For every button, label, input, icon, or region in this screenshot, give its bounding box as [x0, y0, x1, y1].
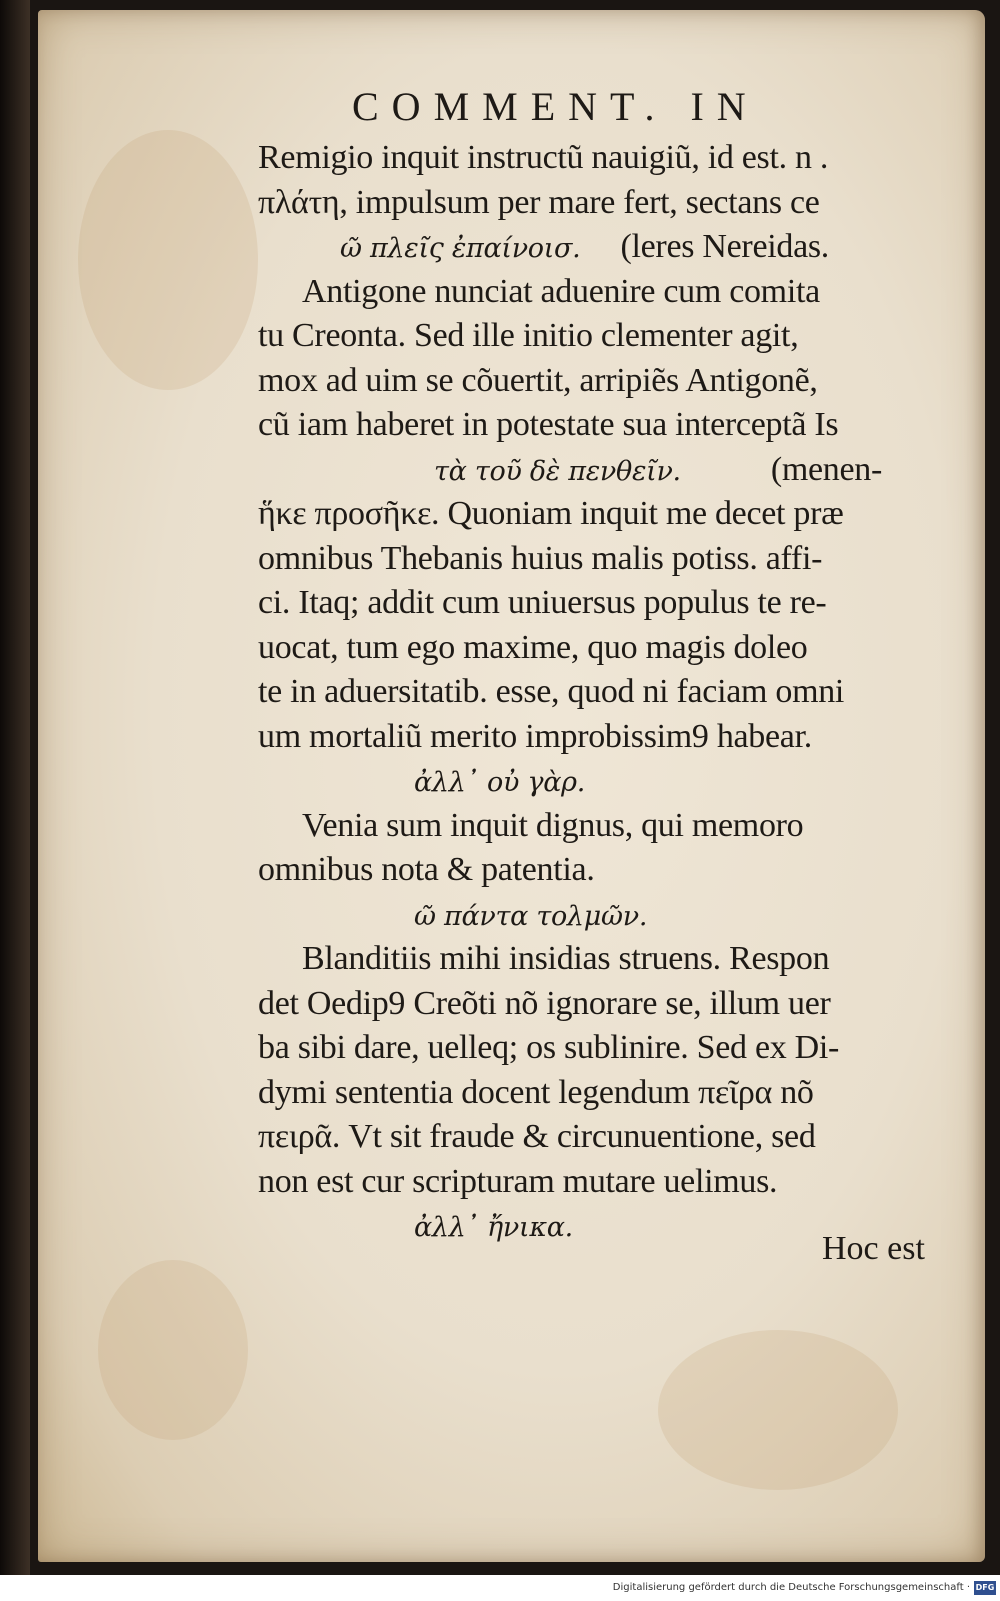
text-line: ἥκε προσῆκε. Quoniam inquit me decet præ	[258, 495, 844, 532]
text-line: πλάτη, impulsum per mare fert, sectans ce	[258, 183, 820, 221]
line-remainder: (menen-	[770, 450, 883, 488]
paper-stain	[78, 130, 258, 390]
text-line: um mortaliũ merito improbissim9 habear.	[258, 717, 812, 755]
text-line: te in aduersitatib. esse, quod ni faciam omni	[258, 673, 845, 710]
text-line	[258, 893, 948, 938]
greek-phrase: ῶ πάντα τολμῶν.	[414, 900, 648, 932]
text-line: Venia sum inquit dignus, qui memoro	[302, 806, 804, 844]
funding-credit: Digitalisierung gefördert durch die Deutsche Forschungsgemeinschaft ·	[612, 1582, 970, 1593]
running-head: COMMENT. IN	[352, 84, 759, 129]
text-line	[258, 225, 948, 270]
text-line: det Oedip9 Creõti nõ ignorare se, illum uer	[258, 984, 831, 1022]
page-text-block	[258, 78, 948, 1249]
text-line	[258, 448, 948, 493]
greek-phrase: τὰ τοῦ δὲ πενθεῖν.	[434, 455, 681, 487]
greek-phrase: ῶ πλεῖς ἐπαίνοισ.	[340, 233, 581, 264]
text-line: cũ iam haberet in potestate sua interceptã Is	[258, 406, 839, 443]
digitization-footer	[0, 1578, 1000, 1601]
text-line: omnibus Thebanis huius malis potiss. affi-	[258, 539, 823, 577]
text-line: ba sibi dare, uelleq; os sublinire. Sed ex Di-	[258, 1029, 840, 1066]
text-line: Blanditiis mihi insidias struens. Respon	[302, 940, 830, 977]
text-line: Antigone nunciat aduenire cum comita	[302, 272, 820, 310]
text-line: non est cur scripturam mutare uelimus.	[258, 1162, 778, 1200]
greek-phrase: ἀλλ᾽ οὐ γὰρ.	[414, 767, 586, 798]
text-line: dymi sententia docent legendum πεῖρα nõ	[258, 1073, 814, 1111]
text-line: πειρᾶ. Vt sit fraude & circunuentione, sed	[258, 1118, 816, 1155]
paper-stain	[658, 1330, 898, 1490]
text-line	[258, 759, 948, 804]
text-line: ci. Itaq; addit cum uniuersus populus te re-	[258, 584, 827, 621]
text-line: uocat, tum ego maxime, quo magis doleo	[258, 628, 808, 666]
line-remainder: (leres Nereidas.	[620, 228, 829, 265]
dfg-logo: DFG	[974, 1581, 996, 1595]
text-line: Remigio inquit instructũ nauigiũ, id est. n .	[258, 139, 829, 176]
text-line: tu Creonta. Sed ille initio clementer agit,	[258, 317, 799, 354]
text-line: mox ad uim se cõuertit, arripiẽs Antigonẽ,	[258, 361, 818, 399]
greek-phrase: ἀλλ᾽ ἤνικα.	[414, 1212, 573, 1243]
paper-stain	[98, 1260, 248, 1440]
book-binding-edge	[0, 0, 30, 1575]
catchword: Hoc est	[822, 1230, 925, 1267]
text-line: omnibus nota & patentia.	[258, 851, 595, 888]
